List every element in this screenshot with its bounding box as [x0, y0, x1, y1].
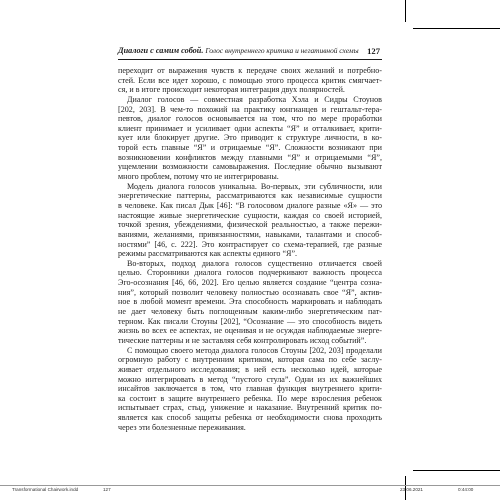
page-number: 127 — [367, 46, 380, 56]
footer-date: 23.06.2021 — [400, 487, 423, 492]
text-line: торой есть главные “Я” и отрицаемые “Я”. Сложности возникают при — [118, 143, 382, 153]
text-line: возникновении конфликтов между главными “Я” и отрицаемыми “Я”, — [118, 152, 382, 162]
text-line: ния”, который позволит человеку полностью осознавать свое “Я”, актив- — [118, 287, 382, 297]
text-line: Во-вторых, подход диалога голосов существенно отличается своей — [127, 258, 382, 268]
text-line: много проблем, потому что не интегрированы. — [118, 172, 279, 182]
text-line: можно интегрировать в метод “пустого стула”. Одни из их важнейших — [118, 374, 382, 384]
text-line: не дает человеку быть поглощенным каким-либо энергетическим пат- — [118, 307, 382, 317]
header-rule — [118, 59, 382, 60]
text-line: Диалог голосов — совместная разработка Хэла и Сидры Стоунов — [127, 94, 382, 104]
text-line: живает отдельного исследования; в ней есть несколько идей, которые — [118, 364, 382, 374]
text-line: испытывает страх, стыд, унижение и наказание. Внутренний критик по- — [118, 403, 382, 413]
body-text — [118, 66, 382, 432]
text-line: ваниями, желаниями, привязанностями, навыками, талантами и способ- — [118, 229, 382, 239]
footer-file: Transformational Chairwork.indd — [12, 487, 79, 492]
running-head — [118, 44, 380, 58]
text-line: переходит от выражения чувств к передаче своих желаний и потребно- — [118, 66, 382, 75]
text-line: терном. Как писали Стоуны [202], “Осознание — это способность видеть — [118, 316, 382, 326]
text-line: клиент принимает и усиливает одни аспекты “Я” и отталкивает, крити- — [118, 123, 382, 133]
text-line: Модель диалога голосов уникальна. Во-первых, эти субличности, или — [127, 181, 382, 191]
footer-page: 127 — [103, 487, 111, 492]
text-line: тические паттерны и не заставляя себя контролировать исход событий”. — [118, 335, 367, 345]
text-line: стей. Если все идет хорошо, с помощью этого процесса критик смягчает- — [118, 75, 382, 85]
text-line: С помощью своего метода диалога голосов Стоуны [202, 203] проделали — [127, 345, 382, 355]
text-line: через эти болезненные переживания. — [118, 422, 246, 432]
text-line: ущемлении возможности самовыражения. Последние обычно вызывают — [118, 162, 382, 172]
text-line: ностями” [46, с. 222]. Это контрастирует со схема-терапией, где разные — [118, 239, 382, 249]
text-line: кует или блокирует другие. Это приводит к структуре личности, в ко- — [118, 133, 382, 143]
text-line: огромную работу с внутренним критиком, которая сама по себе заслу- — [118, 355, 382, 365]
text-line: ное в любой момент времени. Эта способность маркировать и наблюдать — [118, 297, 382, 307]
footer-time: 0:44:00 — [458, 487, 474, 492]
text-line: ся, и в итоге происходит некоторая интеграция двух полярностей. — [118, 85, 345, 95]
text-line: [202, 203]. В чем-то похожий на практику юнгианцев и гештальт-тера- — [118, 104, 382, 114]
text-line: является как способ защиты ребенка от необходимости снова проходить — [118, 413, 382, 423]
footer-rule — [0, 485, 500, 486]
text-line: жизнь во всех ее аспектах, не оценивая и не осуждая наблюдаемые энерге- — [118, 326, 382, 336]
text-line: в человеке. Как писал Дык [46]: “В голосовом диалоге разные «Я» — это — [118, 200, 382, 210]
crop-mark-right — [413, 28, 500, 29]
running-head-title: Диалоги с самим собой. — [118, 46, 204, 55]
text-line: инсайтов заключается в том, что главная функция внутреннего крити- — [118, 384, 382, 394]
text-line: Эго-осознания [46, 66, 202]. Его целью является создание “центра созна- — [118, 278, 382, 288]
text-line: энергетические паттерны, рассматриваются как независимые сущности — [118, 191, 382, 201]
text-line: режимы рассматриваются как аспекты единого “Я”. — [118, 249, 298, 259]
crop-mark-top — [405, 0, 406, 22]
text-line: ка состоит в защите внутреннего ребенка. По мере взросления ребенок — [118, 393, 382, 403]
running-head-subtitle: Голос внутреннего критика и негативной схемы — [205, 46, 359, 55]
text-line: певтов, диалог голосов основывается на том, что по мере проработки — [118, 114, 382, 124]
text-line: целью. Сторонники диалога голосов подчеркивают важность процесса — [118, 268, 382, 278]
text-line: настоящие живые энергетические сущности, каждая со своей историей, — [118, 210, 382, 220]
crop-mark-bottom-right — [413, 470, 500, 471]
text-line: точкой зрения, убеждениями, физической реальностью, а также пережи- — [118, 220, 382, 230]
